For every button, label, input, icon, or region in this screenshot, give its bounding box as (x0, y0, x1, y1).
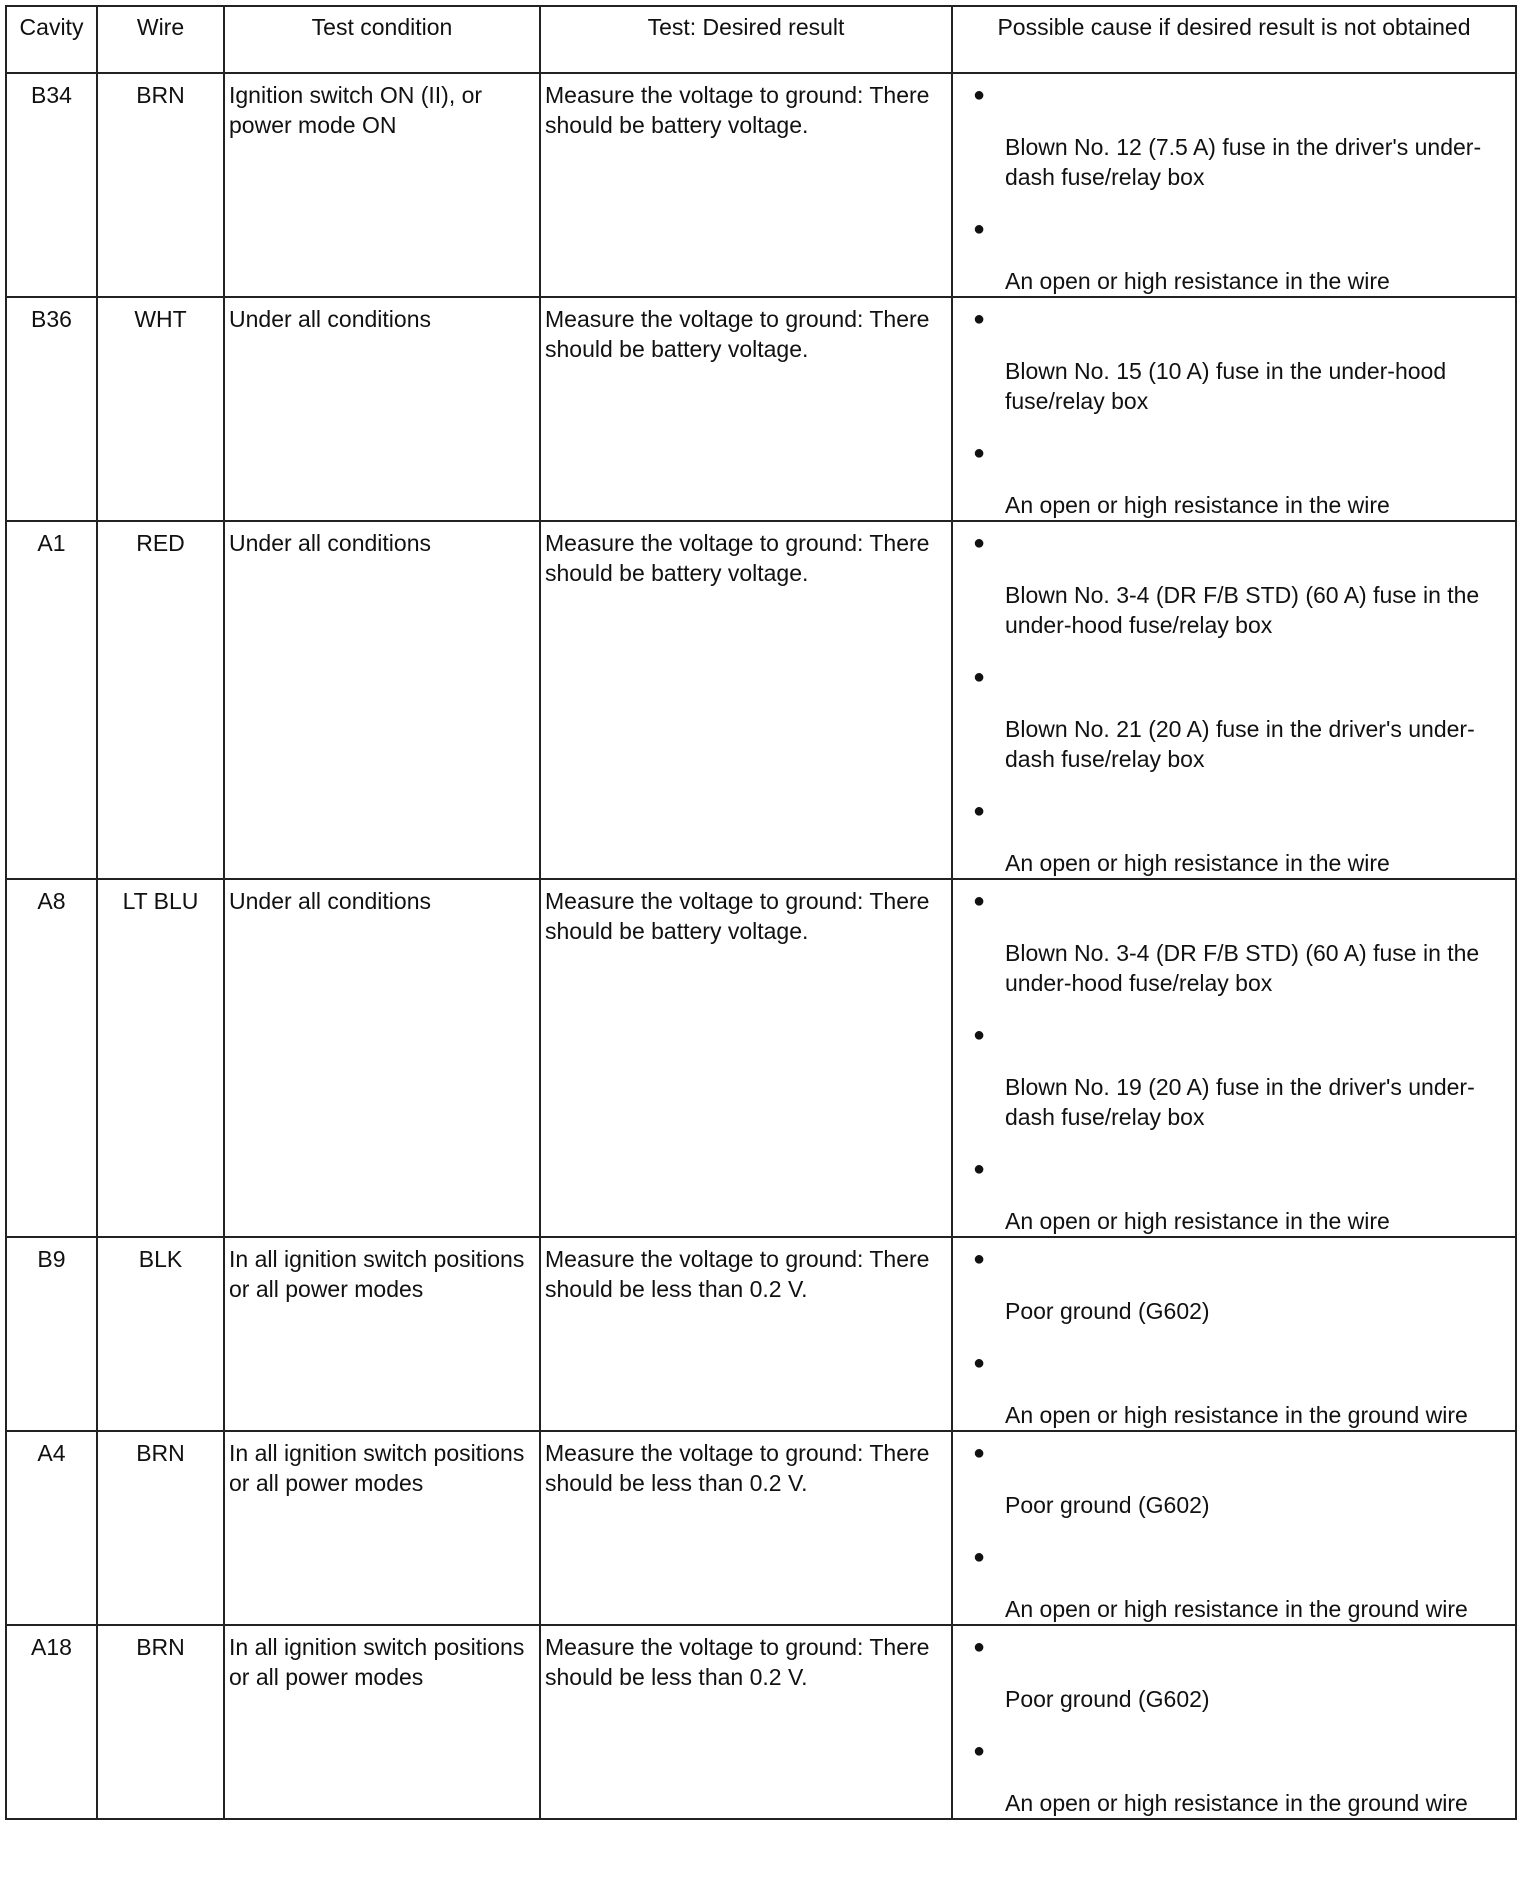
header-wire: Wire (97, 6, 224, 73)
cell-condition: In all ignition switch positions or all power modes (224, 1237, 540, 1431)
cause-item (953, 1438, 1515, 1542)
cause-text: Blown No. 15 (10 A) fuse in the under-hood fuse/relay box (1005, 358, 1447, 414)
cell-condition: Ignition switch ON (II), or power mode ON (224, 73, 540, 297)
bullet-icon: ● (973, 1442, 986, 1464)
cause-text: An open or high resistance in the wire (1005, 268, 1390, 294)
cell-causes (952, 521, 1516, 879)
cause-item (953, 528, 1515, 662)
bullet-icon: ● (973, 1636, 986, 1658)
table-row (6, 1431, 1516, 1625)
bullet-icon: ● (973, 218, 986, 240)
cause-item (953, 886, 1515, 1020)
cell-condition: Under all conditions (224, 297, 540, 521)
cell-wire: BRN (97, 73, 224, 297)
cause-item (953, 1348, 1515, 1430)
cause-text: An open or high resistance in the ground wire (1005, 1596, 1468, 1622)
cell-condition: Under all conditions (224, 879, 540, 1237)
cause-item (953, 1632, 1515, 1736)
header-condition: Test condition (224, 6, 540, 73)
cell-result: Measure the voltage to ground: There should be battery voltage. (540, 73, 952, 297)
bullet-icon: ● (973, 1024, 986, 1046)
cause-item (953, 438, 1515, 520)
cell-result: Measure the voltage to ground: There should be less than 0.2 V. (540, 1431, 952, 1625)
bullet-icon: ● (973, 532, 986, 554)
cell-result: Measure the voltage to ground: There should be less than 0.2 V. (540, 1625, 952, 1819)
cause-text: An open or high resistance in the ground wire (1005, 1790, 1468, 1816)
cell-wire: WHT (97, 297, 224, 521)
cause-text: Poor ground (G602) (1005, 1686, 1210, 1712)
test-table (5, 5, 1517, 1820)
cell-result: Measure the voltage to ground: There should be battery voltage. (540, 297, 952, 521)
cell-causes (952, 297, 1516, 521)
table-row (6, 521, 1516, 879)
cell-cavity: B9 (6, 1237, 97, 1431)
cell-cavity: A18 (6, 1625, 97, 1819)
bullet-icon: ● (973, 1546, 986, 1568)
bullet-icon: ● (973, 1248, 986, 1270)
cell-cavity: A8 (6, 879, 97, 1237)
cause-item (953, 304, 1515, 438)
cause-item (953, 1244, 1515, 1348)
header-row (6, 6, 1516, 73)
cause-text: An open or high resistance in the wire (1005, 492, 1390, 518)
cell-result: Measure the voltage to ground: There should be less than 0.2 V. (540, 1237, 952, 1431)
cell-wire: BRN (97, 1431, 224, 1625)
cause-text: An open or high resistance in the wire (1005, 850, 1390, 876)
cell-condition: In all ignition switch positions or all power modes (224, 1431, 540, 1625)
cause-text: An open or high resistance in the ground wire (1005, 1402, 1468, 1428)
cell-causes (952, 1237, 1516, 1431)
cause-text: Blown No. 3-4 (DR F/B STD) (60 A) fuse in the under-hood fuse/relay box (1005, 940, 1480, 996)
bullet-icon: ● (973, 1740, 986, 1762)
cell-causes (952, 73, 1516, 297)
cell-cavity: A4 (6, 1431, 97, 1625)
bullet-icon: ● (973, 1158, 986, 1180)
bullet-icon: ● (973, 800, 986, 822)
cell-causes (952, 1625, 1516, 1819)
bullet-icon: ● (973, 890, 986, 912)
bullet-icon: ● (973, 442, 986, 464)
cell-condition: Under all conditions (224, 521, 540, 879)
cause-item (953, 662, 1515, 796)
cause-item (953, 1154, 1515, 1236)
cause-item (953, 214, 1515, 296)
cell-cavity: A1 (6, 521, 97, 879)
cell-wire: LT BLU (97, 879, 224, 1237)
cell-cavity: B34 (6, 73, 97, 297)
bullet-icon: ● (973, 666, 986, 688)
cause-item (953, 1020, 1515, 1154)
bullet-icon: ● (973, 84, 986, 106)
cause-item (953, 1736, 1515, 1818)
cause-item (953, 80, 1515, 214)
cause-text: Blown No. 21 (20 A) fuse in the driver's under-dash fuse/relay box (1005, 716, 1475, 772)
bullet-icon: ● (973, 308, 986, 330)
cause-text: Blown No. 12 (7.5 A) fuse in the driver's under-dash fuse/relay box (1005, 134, 1482, 190)
cell-result: Measure the voltage to ground: There should be battery voltage. (540, 521, 952, 879)
cause-item (953, 796, 1515, 878)
cell-wire: BLK (97, 1237, 224, 1431)
cause-text: Blown No. 3-4 (DR F/B STD) (60 A) fuse in the under-hood fuse/relay box (1005, 582, 1480, 638)
cause-item (953, 1542, 1515, 1624)
cause-text: Poor ground (G602) (1005, 1298, 1210, 1324)
table-row (6, 1625, 1516, 1819)
table-row (6, 1237, 1516, 1431)
bullet-icon: ● (973, 1352, 986, 1374)
table-row (6, 73, 1516, 297)
cell-wire: BRN (97, 1625, 224, 1819)
cause-text: An open or high resistance in the wire (1005, 1208, 1390, 1234)
cell-condition: In all ignition switch positions or all power modes (224, 1625, 540, 1819)
table-row (6, 297, 1516, 521)
header-result: Test: Desired result (540, 6, 952, 73)
cell-causes (952, 1431, 1516, 1625)
cell-cavity: B36 (6, 297, 97, 521)
cause-text: Blown No. 19 (20 A) fuse in the driver's under-dash fuse/relay box (1005, 1074, 1475, 1130)
cell-wire: RED (97, 521, 224, 879)
header-cause: Possible cause if desired result is not obtained (952, 6, 1516, 73)
cause-text: Poor ground (G602) (1005, 1492, 1210, 1518)
cell-result: Measure the voltage to ground: There should be battery voltage. (540, 879, 952, 1237)
cell-causes (952, 879, 1516, 1237)
table-row (6, 879, 1516, 1237)
header-cavity: Cavity (6, 6, 97, 73)
